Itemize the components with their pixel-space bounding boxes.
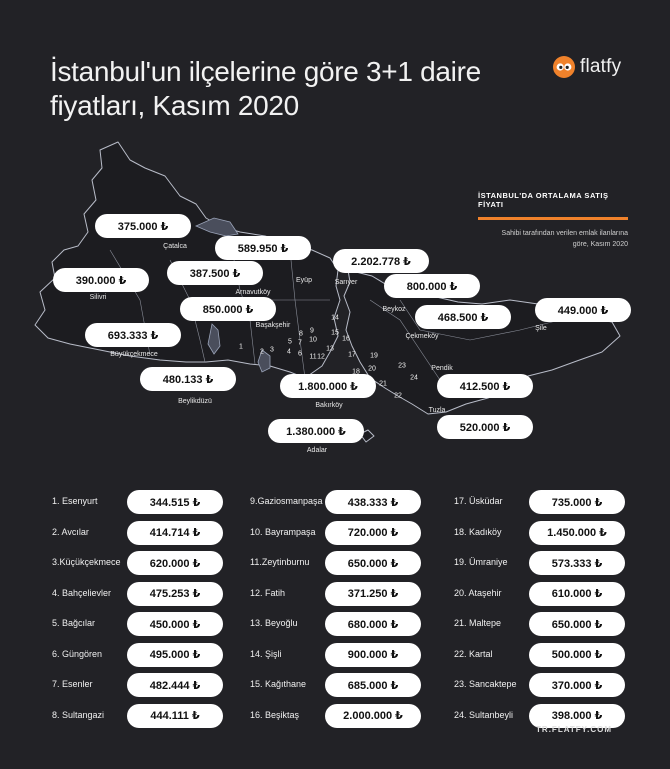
table-row bbox=[250, 490, 435, 514]
table-row bbox=[454, 612, 639, 636]
legend-accent-bar bbox=[478, 217, 628, 220]
table-row bbox=[250, 612, 435, 636]
district-name: 10. Bayrampaşa bbox=[250, 526, 316, 537]
district-label-catalca: Çatalca bbox=[163, 243, 187, 250]
map-number-20: 20 bbox=[368, 365, 376, 373]
district-price: 685.000 ₺ bbox=[325, 673, 421, 697]
district-label-bakirkoy: Bakırköy bbox=[315, 402, 343, 409]
district-price: 398.000 ₺ bbox=[529, 704, 625, 728]
table-row bbox=[250, 643, 435, 667]
table-row bbox=[250, 673, 435, 697]
legend-title: İSTANBUL'DA ORTALAMA SATIŞ FİYATI bbox=[478, 191, 609, 209]
map-number-7: 7 bbox=[298, 339, 302, 347]
district-price: 650.000 ₺ bbox=[325, 551, 421, 575]
map-number-18: 18 bbox=[352, 368, 360, 376]
district-name: 17. Üsküdar bbox=[454, 496, 503, 506]
district-name: 18. Kadıköy bbox=[454, 526, 502, 537]
map-price-bakirkoy: 1.800.000 ₺ bbox=[280, 374, 376, 398]
district-name: 21. Maltepe bbox=[454, 618, 502, 628]
district-name: 24. Sultanbeyli bbox=[454, 709, 514, 720]
district-price: 680.000 ₺ bbox=[325, 612, 421, 636]
district-label-adalar: Adalar bbox=[306, 447, 328, 454]
map-number-10: 10 bbox=[309, 336, 317, 344]
map-number-6: 6 bbox=[298, 350, 302, 358]
district-price: 438.333 ₺ bbox=[325, 490, 421, 514]
european-side bbox=[35, 142, 340, 378]
district-label-eyup: Eyüp bbox=[296, 277, 312, 284]
table-row bbox=[454, 673, 639, 697]
table-row bbox=[454, 521, 639, 545]
table-row bbox=[454, 643, 639, 667]
map-price-beykoz: 800.000 ₺ bbox=[384, 274, 480, 298]
table-row bbox=[454, 704, 639, 728]
legend-note bbox=[478, 228, 628, 250]
map-price-sariyer: 2.202.778 ₺ bbox=[333, 249, 429, 273]
table-row bbox=[52, 673, 237, 697]
district-name: 9.Gaziosmanpaşa bbox=[250, 496, 323, 506]
table-row bbox=[52, 643, 237, 667]
map-number-23: 23 bbox=[398, 362, 406, 370]
table-row bbox=[250, 582, 435, 606]
map-number-14: 14 bbox=[331, 314, 339, 322]
map-number-17: 17 bbox=[348, 351, 356, 359]
map-number-5: 5 bbox=[288, 338, 292, 346]
title-line-2: fiyatları, Kasım 2020 bbox=[50, 90, 299, 121]
district-price: 450.000 ₺ bbox=[127, 612, 223, 636]
map-number-13: 13 bbox=[326, 345, 334, 353]
map-number-4: 4 bbox=[287, 348, 291, 356]
district-name: 23. Sancaktepe bbox=[454, 679, 517, 689]
map-number-15: 15 bbox=[331, 329, 339, 337]
district-name: 7. Esenler bbox=[52, 679, 93, 689]
district-name: 11.Zeytinburnu bbox=[250, 557, 310, 567]
district-price: 2.000.000 ₺ bbox=[325, 704, 421, 728]
district-label-cekmekoy: Çekmeköy bbox=[405, 333, 439, 340]
district-name: 16. Beşiktaş bbox=[250, 709, 300, 720]
map-number-12: 12 bbox=[317, 353, 325, 361]
table-row bbox=[454, 582, 639, 606]
district-label-beylikduzu: Beylikdüzü bbox=[178, 398, 212, 405]
district-price: 610.000 ₺ bbox=[529, 582, 625, 606]
district-name: 20. Ataşehir bbox=[454, 587, 502, 598]
table-row bbox=[52, 551, 237, 575]
district-name: 8. Sultangazi bbox=[52, 709, 105, 720]
legend-note-line-2: göre, Kasım 2020 bbox=[572, 241, 628, 248]
district-price: 475.253 ₺ bbox=[127, 582, 223, 606]
district-name: 22. Kartal bbox=[454, 648, 493, 659]
district-name: 19. Ümraniye bbox=[454, 557, 508, 567]
district-name: 6. Güngören bbox=[52, 648, 103, 659]
map-number-9: 9 bbox=[310, 327, 314, 335]
map-number-22: 22 bbox=[394, 392, 402, 400]
district-price: 371.250 ₺ bbox=[325, 582, 421, 606]
map-price-sile: 449.000 ₺ bbox=[535, 298, 631, 322]
district-price: 414.714 ₺ bbox=[127, 521, 223, 545]
district-price: 444.111 ₺ bbox=[127, 704, 223, 728]
district-name: 12. Fatih bbox=[250, 587, 286, 598]
map-price-pendik: 412.500 ₺ bbox=[437, 374, 533, 398]
brand-name: flatfy bbox=[580, 56, 622, 77]
district-price: 370.000 ₺ bbox=[529, 673, 625, 697]
district-label-buyukcekmece: Büyükçekmece bbox=[110, 351, 158, 358]
district-price: 650.000 ₺ bbox=[529, 612, 625, 636]
map-price-beylikduzu: 480.133 ₺ bbox=[140, 367, 236, 391]
district-label-silivri: Silivri bbox=[89, 294, 107, 301]
district-price: 1.450.000 ₺ bbox=[529, 521, 625, 545]
table-row bbox=[250, 704, 435, 728]
district-name: 5. Bağcılar bbox=[52, 618, 96, 628]
title-line-1: İstanbul'un ilçelerine göre 3+1 daire bbox=[50, 56, 481, 87]
map-number-24: 24 bbox=[410, 374, 418, 382]
district-label-pendik: Pendik bbox=[431, 365, 453, 372]
district-name: 15. Kağıthane bbox=[250, 679, 307, 689]
map-price-tuzla: 520.000 ₺ bbox=[437, 415, 533, 439]
district-price: 620.000 ₺ bbox=[127, 551, 223, 575]
district-name: 1. Esenyurt bbox=[52, 496, 98, 506]
map-price-cekmekoy: 468.500 ₺ bbox=[415, 305, 511, 329]
district-price: 900.000 ₺ bbox=[325, 643, 421, 667]
district-label-tuzla: Tuzla bbox=[428, 407, 446, 414]
district-price: 500.000 ₺ bbox=[529, 643, 625, 667]
map-price-basaksehir: 850.000 ₺ bbox=[180, 297, 276, 321]
table-row bbox=[52, 490, 237, 514]
map-number-11: 11 bbox=[309, 353, 317, 361]
footer-url: TR.FLATFY.COM bbox=[536, 725, 612, 734]
table-row bbox=[52, 704, 237, 728]
district-label-basaksehir: Başakşehir bbox=[255, 322, 291, 329]
district-price: 495.000 ₺ bbox=[127, 643, 223, 667]
table-row bbox=[454, 551, 639, 575]
district-price: 573.333 ₺ bbox=[529, 551, 625, 575]
map-price-upper: 589.950 ₺ bbox=[215, 236, 311, 260]
table-row bbox=[250, 551, 435, 575]
district-price: 735.000 ₺ bbox=[529, 490, 625, 514]
district-name: 13. Beyoğlu bbox=[250, 618, 298, 628]
table-row bbox=[52, 521, 237, 545]
map-number-2: 2 bbox=[260, 348, 264, 356]
map-price-buyukcekmece: 693.333 ₺ bbox=[85, 323, 181, 347]
district-label-sariyer: Sarıyer bbox=[334, 279, 358, 286]
district-name: 3.Küçükçekmece bbox=[52, 557, 121, 567]
legend-note-line-1: Sahibi tarafından verilen emlak ilanlarına bbox=[501, 230, 628, 237]
district-label-sile: Şile bbox=[535, 325, 547, 332]
map-number-16: 16 bbox=[342, 335, 350, 343]
district-label-beykoz: Beykoz bbox=[382, 306, 406, 313]
map-number-3: 3 bbox=[270, 346, 274, 354]
map-price-adalar: 1.380.000 ₺ bbox=[268, 419, 364, 443]
district-label-arnavutkoy: Arnavutköy bbox=[235, 289, 271, 296]
map-price-arnavutkoy: 387.500 ₺ bbox=[167, 261, 263, 285]
map-number-8: 8 bbox=[299, 330, 303, 338]
district-name: 4. Bahçelievler bbox=[52, 587, 112, 598]
table-row bbox=[454, 490, 639, 514]
district-name: 2. Avcılar bbox=[52, 526, 89, 537]
table-row bbox=[250, 521, 435, 545]
legend bbox=[478, 191, 628, 250]
district-price: 720.000 ₺ bbox=[325, 521, 421, 545]
district-price: 344.515 ₺ bbox=[127, 490, 223, 514]
map-price-silivri: 390.000 ₺ bbox=[53, 268, 149, 292]
map-number-21: 21 bbox=[379, 380, 387, 388]
district-name: 14. Şişli bbox=[250, 648, 282, 659]
map-number-1: 1 bbox=[239, 343, 243, 351]
map-number-19: 19 bbox=[370, 352, 378, 360]
map-price-catalca: 375.000 ₺ bbox=[95, 214, 191, 238]
table-row bbox=[52, 582, 237, 606]
district-price: 482.444 ₺ bbox=[127, 673, 223, 697]
table-row bbox=[52, 612, 237, 636]
